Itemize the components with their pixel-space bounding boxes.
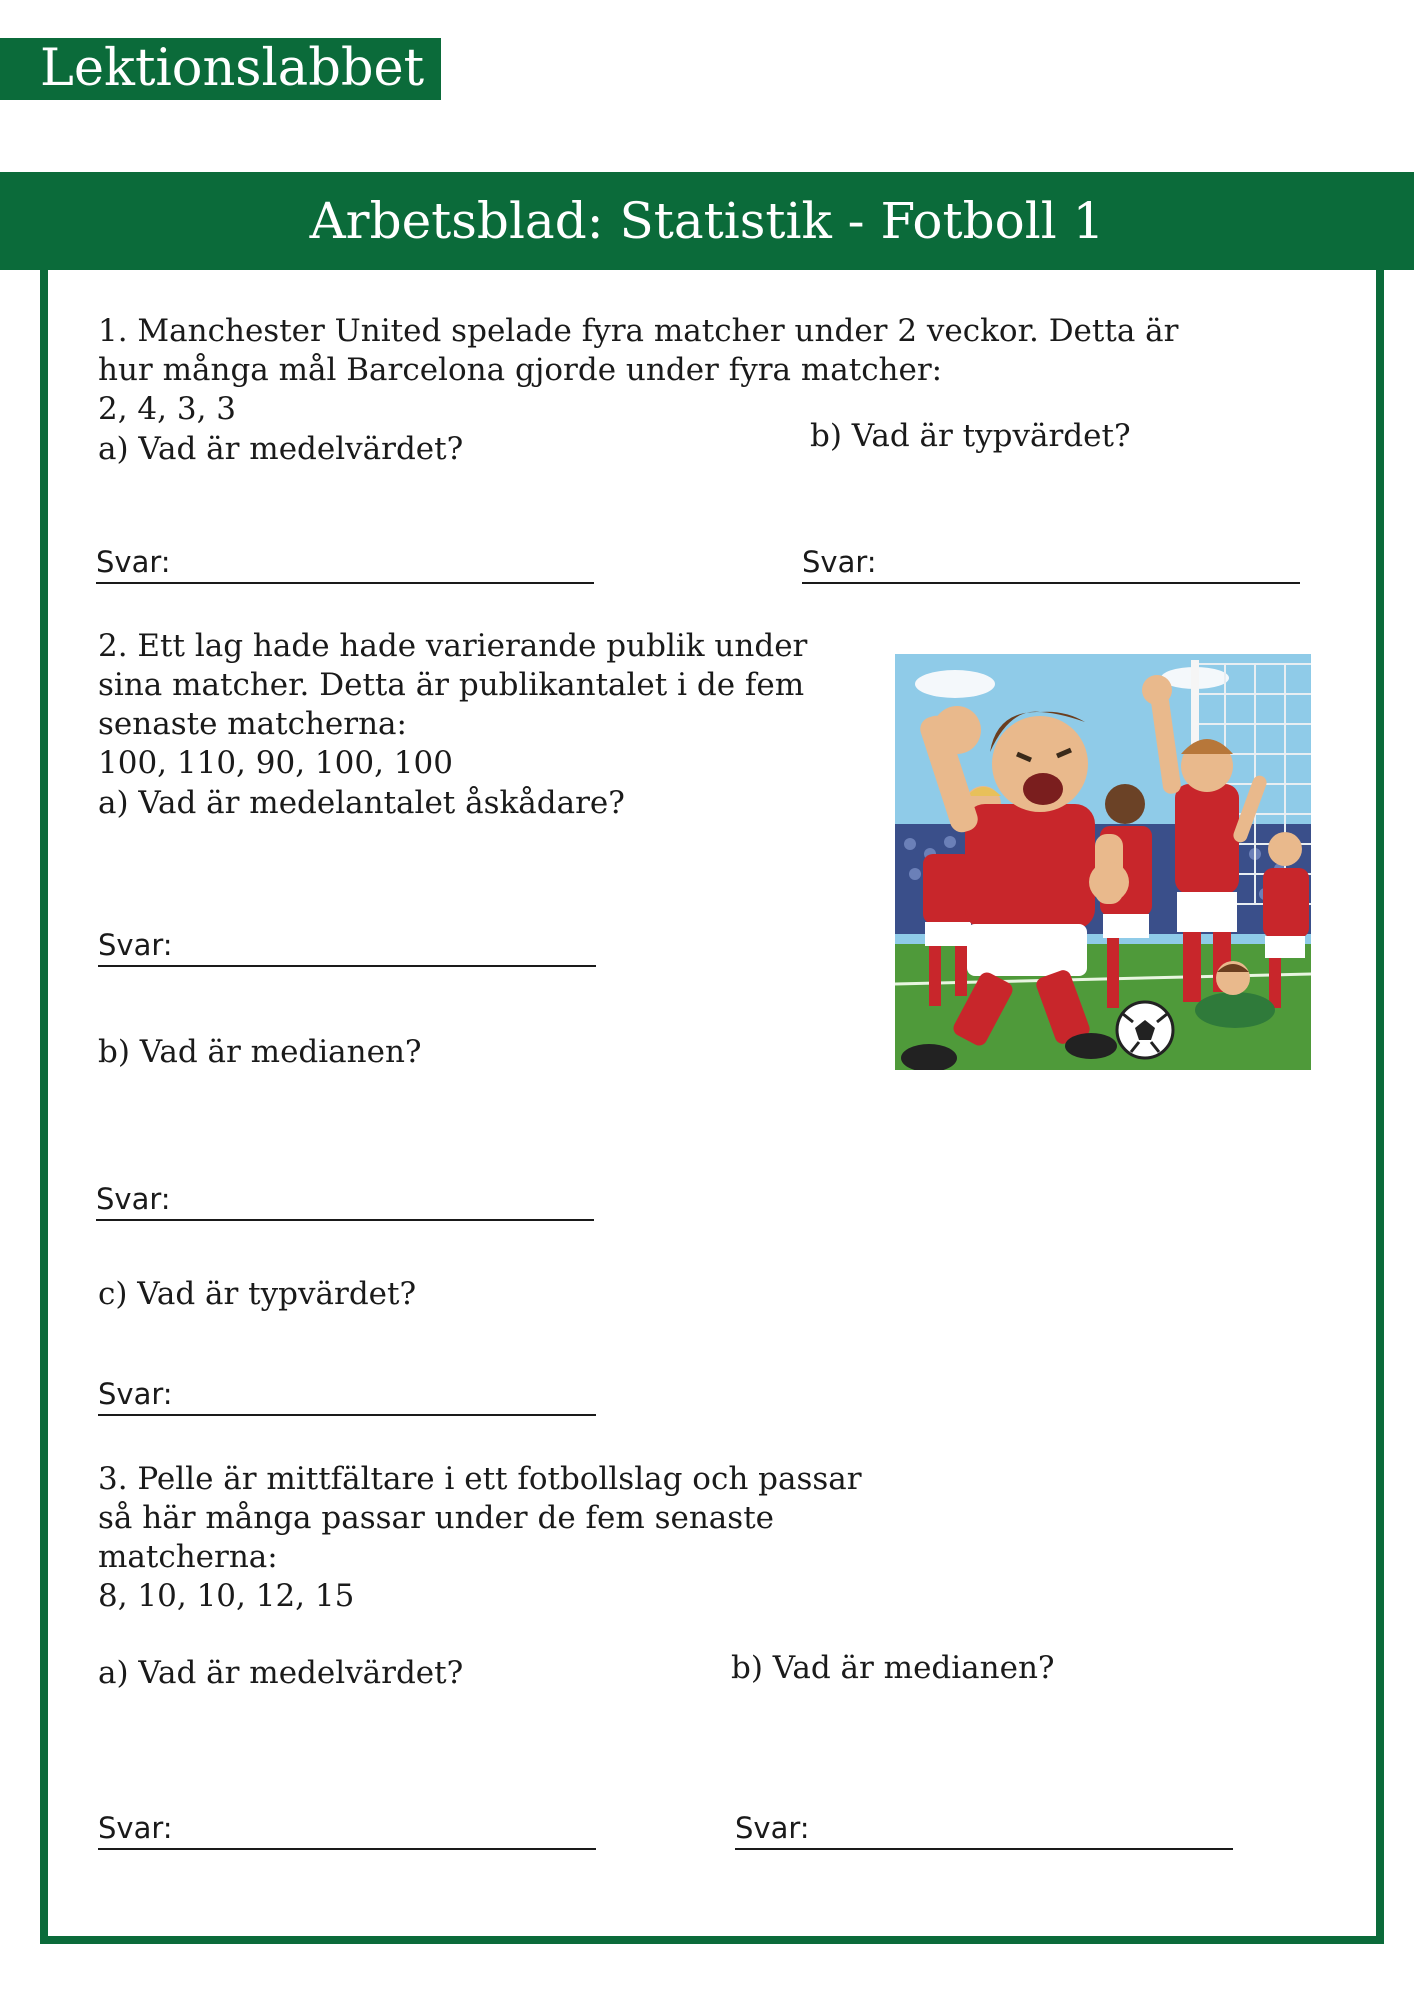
q3b-question: b) Vad är medianen? bbox=[731, 1650, 1055, 1686]
q2a-question: a) Vad är medelantalet åskådare? bbox=[98, 785, 625, 821]
q1a-question: a) Vad är medelvärdet? bbox=[98, 431, 464, 467]
football-celebration-illustration bbox=[895, 654, 1311, 1070]
brand-logo: Lektionslabbet bbox=[0, 38, 441, 100]
q2-text-line3: senaste matcherna: bbox=[98, 706, 407, 742]
q1b-answer-line[interactable]: Svar: bbox=[802, 546, 1300, 584]
q3-text-line2: så här många passar under de fem senaste bbox=[98, 1500, 775, 1536]
q2b-question: b) Vad är medianen? bbox=[98, 1034, 422, 1070]
q2-numbers: 100, 110, 90, 100, 100 bbox=[98, 745, 453, 781]
q1b-question: b) Vad är typvärdet? bbox=[810, 418, 1131, 454]
q2c-question: c) Vad är typvärdet? bbox=[98, 1276, 417, 1312]
q3a-question: a) Vad är medelvärdet? bbox=[98, 1655, 464, 1691]
football-ball bbox=[1117, 1002, 1173, 1058]
q3-numbers: 8, 10, 10, 12, 15 bbox=[98, 1578, 355, 1614]
q2b-answer-line[interactable]: Svar: bbox=[96, 1183, 594, 1221]
q3-text-line1: 3. Pelle är mittfältare i ett fotbollslag och passar bbox=[98, 1461, 862, 1497]
q3b-answer-line[interactable]: Svar: bbox=[735, 1812, 1233, 1850]
q1-text-line1: 1. Manchester United spelade fyra matcher under 2 veckor. Detta är bbox=[98, 313, 1179, 349]
q2-text-line2: sina matcher. Detta är publikantalet i de fem bbox=[98, 667, 805, 703]
q3a-answer-line[interactable]: Svar: bbox=[98, 1812, 596, 1850]
q2c-answer-line[interactable]: Svar: bbox=[98, 1378, 596, 1416]
q2a-answer-line[interactable]: Svar: bbox=[98, 929, 596, 967]
q3-text-line3: matcherna: bbox=[98, 1539, 278, 1575]
q1a-answer-line[interactable]: Svar: bbox=[96, 546, 594, 584]
q2-text-line1: 2. Ett lag hade hade varierande publik under bbox=[98, 628, 808, 664]
worksheet-title: Arbetsblad: Statistik - Fotboll 1 bbox=[0, 172, 1414, 270]
q1-numbers: 2, 4, 3, 3 bbox=[98, 391, 237, 427]
q1-text-line2: hur många mål Barcelona gjorde under fyra matcher: bbox=[98, 352, 943, 388]
